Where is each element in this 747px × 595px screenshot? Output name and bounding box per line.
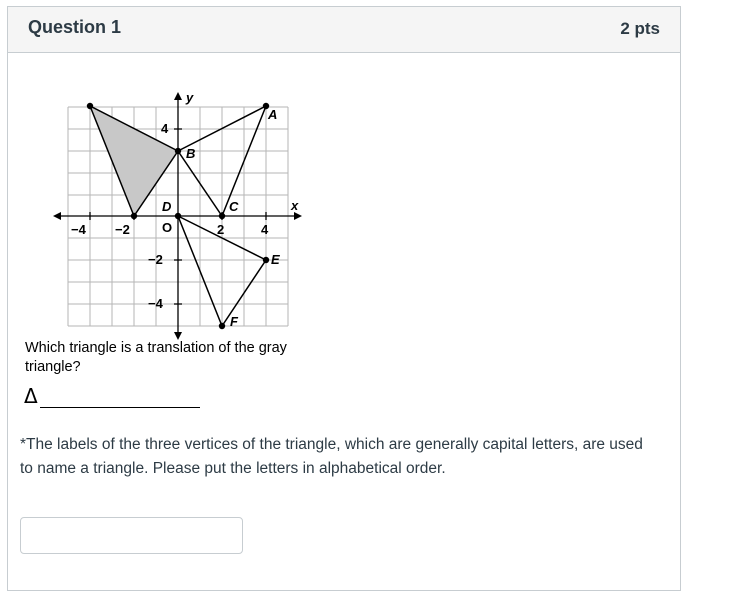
triangle-answer-line — [24, 384, 200, 408]
answer-input[interactable] — [20, 517, 243, 554]
x-tick-label: −2 — [115, 222, 130, 237]
label-a: A — [268, 107, 278, 122]
question-title: Question 1 — [28, 17, 122, 37]
label-d: D — [162, 199, 172, 214]
x-tick-label: 2 — [217, 222, 225, 237]
x-axis-right-arrow — [294, 212, 302, 220]
origin-label: O — [162, 220, 173, 235]
answer-blank — [40, 389, 200, 408]
y-axis-up-arrow — [174, 92, 182, 100]
label-e: E — [271, 252, 280, 267]
label-b: B — [186, 146, 196, 161]
question-points: 2 pts — [620, 19, 660, 38]
x-axis-left-arrow — [53, 212, 61, 220]
x-tick-label: −4 — [71, 222, 86, 237]
y-axis-label: y — [186, 90, 194, 105]
label-f: F — [230, 314, 238, 329]
triangle-symbol: Δ — [24, 384, 38, 408]
label-c: C — [229, 199, 239, 214]
instruction-note: *The labels of the three vertices of the triangle, which are generally capital letters, are used to name a triangle. Please put the letters in alphabetical order. — [20, 436, 643, 477]
y-tick-label: −4 — [148, 296, 163, 311]
x-tick-label: 4 — [261, 222, 269, 237]
question-prompt: Which triangle is a translation of the gray triangle? — [25, 340, 287, 375]
x-axis-label: x — [291, 198, 299, 213]
y-tick-label: −2 — [148, 252, 163, 267]
question-header — [8, 7, 680, 53]
coordinate-graph — [41, 84, 311, 344]
y-tick-label: 4 — [161, 121, 169, 136]
